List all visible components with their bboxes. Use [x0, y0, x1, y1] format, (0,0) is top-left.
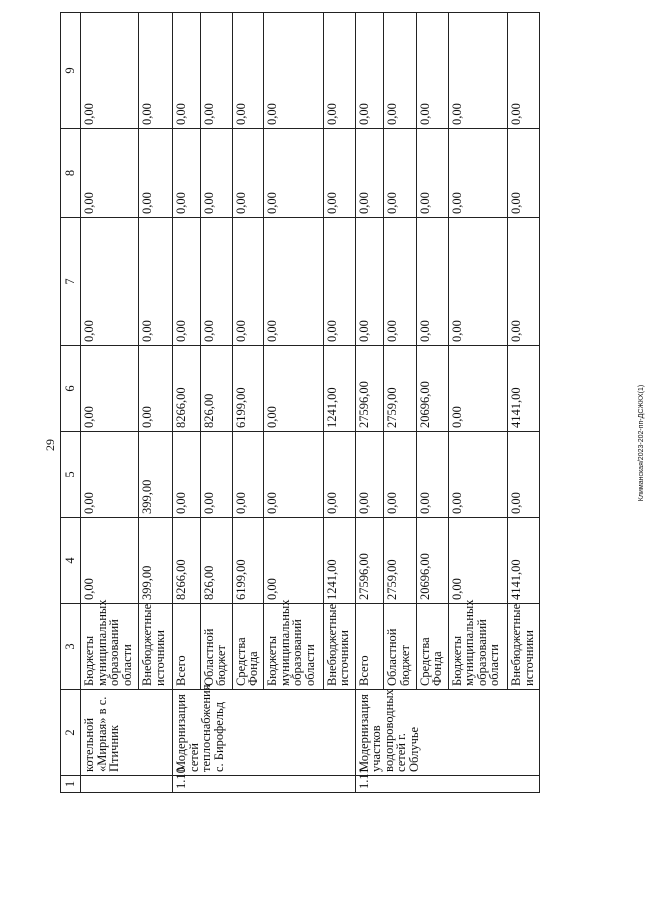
value-cell: 6199,00 — [232, 346, 264, 432]
column-header: 5 — [61, 432, 81, 518]
value-cell: 0,00 — [448, 13, 507, 129]
table-row — [81, 13, 139, 793]
funding-source: Областной бюджет — [200, 604, 232, 690]
value-cell: 0,00 — [81, 518, 139, 604]
table-row — [200, 13, 232, 793]
value-cell: 0,00 — [355, 218, 384, 346]
value-cell: 1241,00 — [323, 346, 355, 432]
value-cell: 0,00 — [173, 13, 201, 129]
value-cell: 0,00 — [81, 346, 139, 432]
project-name: котельной «Мирная» в с. Птичник — [81, 690, 173, 776]
value-cell: 0,00 — [355, 129, 384, 218]
funding-source: Внебюджетные источники — [323, 604, 355, 690]
value-cell: 0,00 — [200, 432, 232, 518]
value-cell: 0,00 — [200, 218, 232, 346]
table-row — [508, 13, 540, 793]
value-cell: 0,00 — [200, 13, 232, 129]
funding-source: Внебюджетные источники — [139, 604, 173, 690]
value-cell: 0,00 — [323, 432, 355, 518]
value-cell: 399,00 — [139, 432, 173, 518]
value-cell: 2759,00 — [384, 346, 417, 432]
column-header: 7 — [61, 218, 81, 346]
value-cell: 0,00 — [81, 129, 139, 218]
budget-table — [60, 12, 540, 793]
page-number: 29 — [43, 439, 57, 451]
value-cell: 0,00 — [264, 346, 323, 432]
value-cell: 0,00 — [448, 346, 507, 432]
funding-source: Бюджеты муниципальных образований области — [81, 604, 139, 690]
value-cell: 0,00 — [232, 218, 264, 346]
column-header: 1 — [61, 776, 81, 793]
value-cell: 0,00 — [173, 129, 201, 218]
table-row — [173, 13, 201, 793]
column-header: 8 — [61, 129, 81, 218]
value-cell: 0,00 — [200, 129, 232, 218]
table-row — [448, 13, 507, 793]
value-cell: 8266,00 — [173, 346, 201, 432]
value-cell: 0,00 — [448, 432, 507, 518]
value-cell: 0,00 — [416, 13, 448, 129]
value-cell: 826,00 — [200, 518, 232, 604]
funding-source: Внебюджетные источники — [508, 604, 540, 690]
value-cell: 0,00 — [448, 218, 507, 346]
table-row — [264, 13, 323, 793]
value-cell: 0,00 — [448, 129, 507, 218]
table-row — [416, 13, 448, 793]
column-header: 6 — [61, 346, 81, 432]
value-cell: 20696,00 — [416, 518, 448, 604]
value-cell: 0,00 — [264, 218, 323, 346]
value-cell: 4141,00 — [508, 346, 540, 432]
value-cell: 0,00 — [81, 218, 139, 346]
funding-source: Всего — [173, 604, 201, 690]
value-cell: 0,00 — [508, 13, 540, 129]
value-cell: 0,00 — [264, 518, 323, 604]
budget-table-container — [60, 13, 540, 793]
table-row — [232, 13, 264, 793]
column-header: 9 — [61, 13, 81, 129]
value-cell: 0,00 — [264, 13, 323, 129]
row-number: 1.11 — [355, 776, 540, 793]
value-cell: 0,00 — [384, 218, 417, 346]
column-header: 3 — [61, 604, 81, 690]
value-cell: 4141,00 — [508, 518, 540, 604]
value-cell: 0,00 — [384, 129, 417, 218]
value-cell: 0,00 — [416, 432, 448, 518]
table-row — [323, 13, 355, 793]
funding-source: Средства Фонда — [232, 604, 264, 690]
funding-source: Бюджеты муниципальных образований области — [264, 604, 323, 690]
table-row — [384, 13, 417, 793]
value-cell: 0,00 — [139, 13, 173, 129]
value-cell: 0,00 — [323, 13, 355, 129]
value-cell: 0,00 — [355, 13, 384, 129]
value-cell: 0,00 — [323, 218, 355, 346]
value-cell: 0,00 — [508, 129, 540, 218]
header-row — [61, 13, 81, 793]
value-cell: 0,00 — [264, 129, 323, 218]
row-number — [81, 776, 173, 793]
project-name: Модернизация сетей теплоснабжения с. Бирофельд — [173, 690, 355, 776]
table-row — [139, 13, 173, 793]
value-cell: 0,00 — [139, 129, 173, 218]
value-cell: 0,00 — [416, 218, 448, 346]
value-cell: 0,00 — [384, 13, 417, 129]
value-cell: 0,00 — [264, 432, 323, 518]
funding-source: Средства Фонда — [416, 604, 448, 690]
value-cell: 6199,00 — [232, 518, 264, 604]
value-cell: 0,00 — [448, 518, 507, 604]
document-stamp: Климанская/2023-202-пп-ДСЖКХ(1) — [638, 384, 645, 502]
project-name: Модернизация участков водопроводных сетей г. Облучье — [355, 690, 540, 776]
value-cell: 0,00 — [508, 218, 540, 346]
value-cell: 0,00 — [416, 129, 448, 218]
value-cell: 0,00 — [232, 432, 264, 518]
funding-source: Всего — [355, 604, 384, 690]
value-cell: 8266,00 — [173, 518, 201, 604]
funding-source: Бюджеты муниципальных образований области — [448, 604, 507, 690]
funding-source: Областной бюджет — [384, 604, 417, 690]
value-cell: 20696,00 — [416, 346, 448, 432]
value-cell: 0,00 — [355, 432, 384, 518]
value-cell: 0,00 — [81, 13, 139, 129]
row-number: 1.10 — [173, 776, 355, 793]
value-cell: 0,00 — [323, 129, 355, 218]
value-cell: 2759,00 — [384, 518, 417, 604]
value-cell: 399,00 — [139, 518, 173, 604]
table-row — [355, 13, 384, 793]
value-cell: 0,00 — [173, 432, 201, 518]
value-cell: 27596,00 — [355, 518, 384, 604]
value-cell: 0,00 — [173, 218, 201, 346]
value-cell: 27596,00 — [355, 346, 384, 432]
value-cell: 0,00 — [139, 218, 173, 346]
value-cell: 1241,00 — [323, 518, 355, 604]
value-cell: 0,00 — [139, 346, 173, 432]
value-cell: 0,00 — [384, 432, 417, 518]
value-cell: 0,00 — [508, 432, 540, 518]
value-cell: 826,00 — [200, 346, 232, 432]
value-cell: 0,00 — [81, 432, 139, 518]
value-cell: 0,00 — [232, 129, 264, 218]
column-header: 2 — [61, 690, 81, 776]
column-header: 4 — [61, 518, 81, 604]
value-cell: 0,00 — [232, 13, 264, 129]
